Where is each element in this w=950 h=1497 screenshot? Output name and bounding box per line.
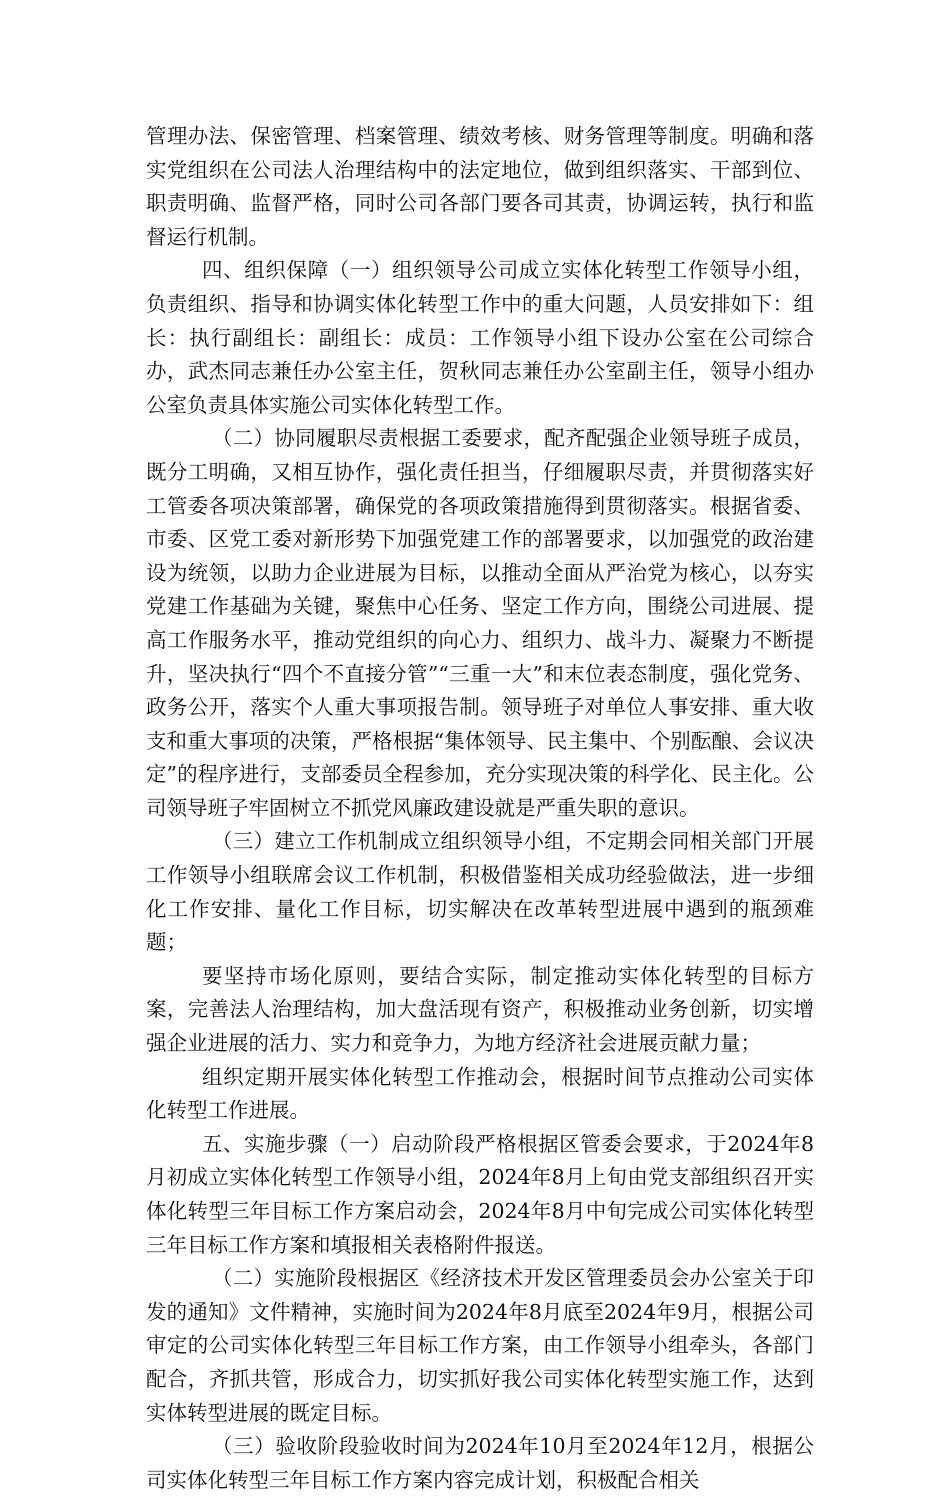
paragraph-coordinated-duties: （二）协同履职尽责根据工委要求，配齐配强企业领导班子成员，既分工明确，又相互协作，强化责任担当，仔细履职尽责，并贯彻落实好工管委各项决策部署，确保党的各项政策措施得到贯彻落实。根据省委、市委、区党工委对新形势下加强党建工作的部署要求，以加强党的政治建设为统领，以助力企业进展为目标，以推动全面从严治党为核心，以夯实党建工作基础为关键，聚焦中心任务、坚定工作方向，围绕公司进展、提高工作服务水平，推动党组织的向心力、组织力、战斗力、凝聚力不断提升，坚决执行“四个不直接分管”“三重一大”和末位表态制度，强化党务、政务公开，落实个人重大事项报告制。领导班子对单位人事安排、重大收支和重大事项的决策，严格根据“集体领导、民主集中、个别酝酿、会议决定”的程序进行，支部委员全程参加，充分实现决策的科学化、民主化。公司领导班子牢固树立不抓党风廉政建设就是严重失职的意识。 [146,426,814,820]
paragraph-market-principle: 要坚持市场化原则，要结合实际，制定推动实体化转型的目标方案，完善法人治理结构，加大盘活现有资产，积极推动业务创新，切实增强企业进展的活力、实力和竞争力，为地方经济社会进展贡献力量； [146,963,814,1056]
paragraph-management-system: 管理办法、保密管理、档案管理、绩效考核、财务管理等制度。明确和落实党组织在公司法人治理结构中的法定地位，做到组织落实、干部到位、职责明确、监督严格，同时公司各部门要各司其责，协调运转，执行和监督运行机制。 [146,124,814,249]
document-page [146,120,814,1497]
paragraph-regular-promotion: 组织定期开展实体化转型工作推动会，根据时间节点推动公司实体化转型工作进展。 [146,1064,814,1123]
paragraph-launch-stage: 五、实施步骤（一）启动阶段严格根据区管委会要求，于2024年8月初成立实体化转型工作领导小组，2024年8月上旬由党支部组织召开实体化转型三年目标工作方案启动会，2024年8月中旬完成公司实体化转型三年目标工作方案和填报相关表格附件报送。 [146,1131,814,1257]
paragraph-work-mechanism: （三）建立工作机制成立组织领导小组，不定期会同相关部门开展工作领导小组联席会议工作机制，积极借鉴相关成功经验做法，进一步细化工作安排、量化工作目标，切实解决在改革转型进展中遇到的瓶颈难题； [146,829,814,955]
paragraph-acceptance-stage: （三）验收阶段验收时间为2024年10月至2024年12月，根据公司实体化转型三年目标工作方案内容完成计划，积极配合相关 [146,1434,814,1492]
paragraph-implementation-stage: （二）实施阶段根据区《经济技术开发区管理委员会办公室关于印发的通知》文件精神，实施时间为2024年8月底至2024年9月，根据公司审定的公司实体化转型三年目标工作方案，由工作领导小组牵头，各部门配合，齐抓共管，形成合力，切实抓好我公司实体化转型实施工作，达到实体转型进展的既定目标。 [146,1266,814,1425]
paragraph-organization-guarantee: 四、组织保障（一）组织领导公司成立实体化转型工作领导小组，负责组织、指导和协调实体化转型工作中的重大问题，人员安排如下：组长：执行副组长：副组长：成员：工作领导小组下设办公室在公司综合办，武杰同志兼任办公室主任，贺秋同志兼任办公室副主任，领导小组办公室负责具体实施公司实体化转型工作。 [146,258,814,417]
